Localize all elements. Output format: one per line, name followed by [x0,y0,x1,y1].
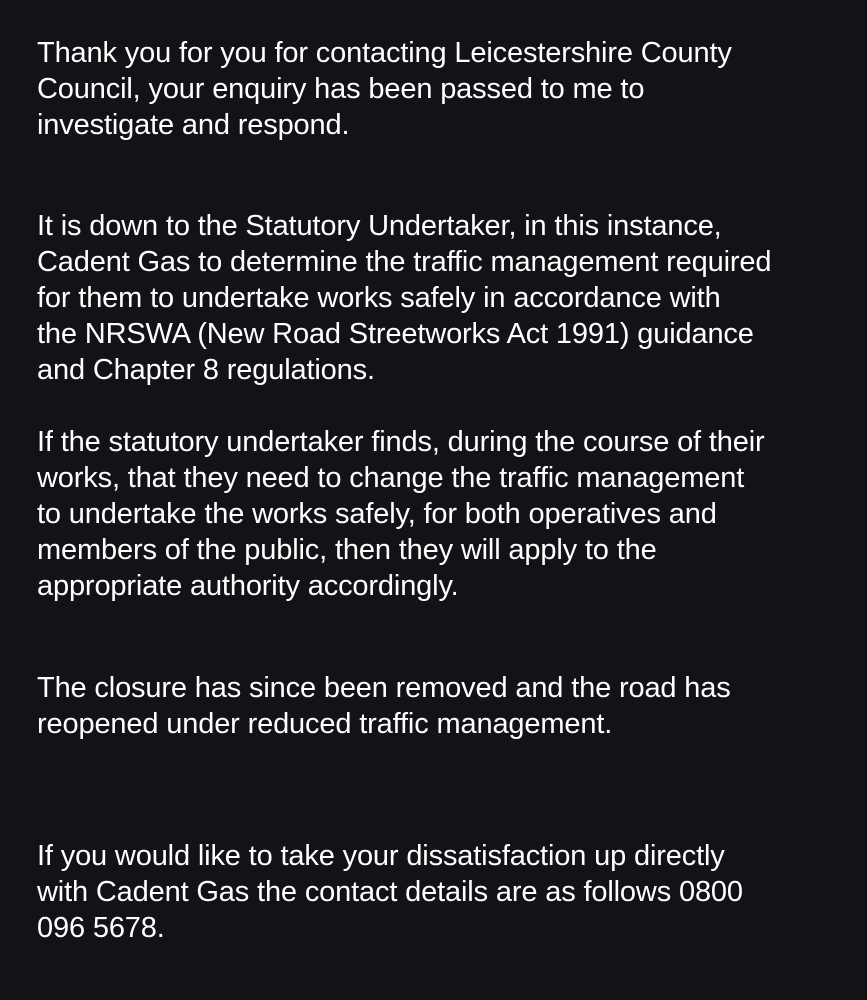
message-paragraph-closure-removed: The closure has since been removed and the road has reopened under reduced traffic management. [37,672,731,740]
message-paragraph-greeting: Thank you for you for contacting Leicestershire County Council, your enquiry has been passed to me to investigate and respond. [37,37,732,141]
message-paragraph-statutory-undertaker: It is down to the Statutory Undertaker, in this instance, Cadent Gas to determine the traffic management required for them to undertake works safely in accordance with the NRSWA (New Road Streetworks Act 1991) guidance and Chapter 8 regulations. [37,210,772,386]
message-paragraph-traffic-management-change: If the statutory undertaker finds, during the course of their works, that they need to change the traffic management to undertake the works safely, for both operatives and members of the public, then they will apply to the appropriate authority accordingly. [37,426,765,602]
message-paragraph-contact-details: If you would like to take your dissatisfaction up directly with Cadent Gas the contact details are as follows 0800 096 5678. [37,840,743,944]
